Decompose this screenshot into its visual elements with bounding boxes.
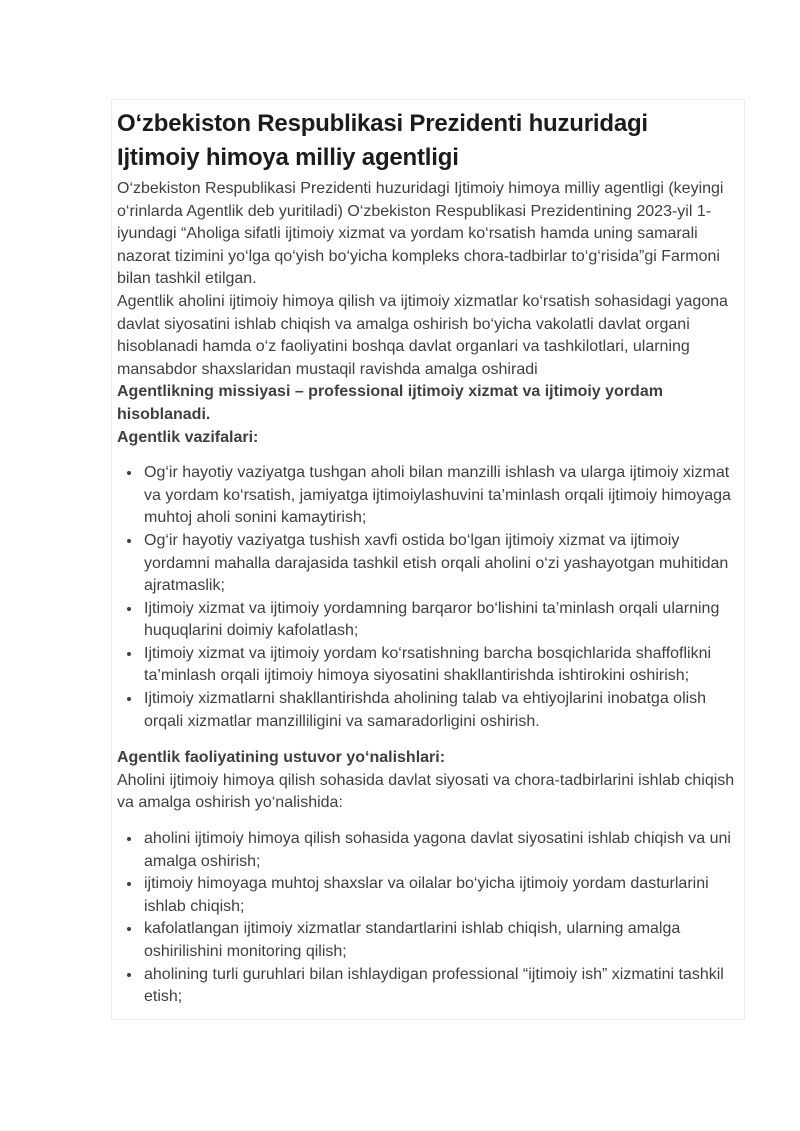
priorities-list (117, 828, 736, 1009)
tasks-list (117, 462, 736, 733)
tasks-heading: Agentlik vazifalari: (117, 428, 259, 446)
list-item: ijtimoiy himoyaga muhtoj shaxslar va oilalar bo‘yicha ijtimoiy yordam dasturlarini ishlab chiqish; (144, 873, 736, 918)
intro-paragraph-decree: O‘zbekiston Respublikasi Prezidenti huzuridagi Ijtimoiy himoya milliy agentligi (keyingi o‘rinlarda Agentlik deb yuritiladi) O‘zbekiston Respublikasi Prezidentining 2023-yil 1-iyundagi “Aholiga sifatli ijtimoiy xizmat va yordam ko‘rsatish hamda uning samarali nazorat tizimini yo‘lga qo‘yish bo‘yicha kompleks chora-tadbirlar to‘g‘risida”gi Farmoni bilan tashkil etilgan. (117, 180, 724, 288)
list-item: kafolatlangan ijtimoiy xizmatlar standartlarini ishlab chiqish, ularning amalga oshirilishini monitoring qilish; (144, 918, 736, 963)
intro-paragraph-authority: Agentlik aholini ijtimoiy himoya qilish va ijtimoiy xizmatlar ko‘rsatish sohasidagi yagona davlat siyosatini ishlab chiqish va amalga oshirish bo‘yicha vakolatli davlat organi hisoblanadi hamda o‘z faoliyatini boshqa davlat organlari va tashkilotlari, ularning mansabdor shaxslaridan mustaqil ravishda amalga oshiradi (117, 292, 728, 378)
mission-statement: Agentlikning missiyasi – professional ijtimoiy xizmat va ijtimoiy yordam hisoblanadi. (117, 383, 663, 423)
article-title: O‘zbekiston Respublikasi Prezidenti huzuridagi Ijtimoiy himoya milliy agentligi (117, 110, 648, 171)
list-item: aholini ijtimoiy himoya qilish sohasida yagona davlat siyosatini ishlab chiqish va uni amalga oshirish; (144, 828, 736, 873)
list-item: Ijtimoiy xizmatlarni shakllantirishda aholining talab va ehtiyojlarini inobatga olish orqali xizmatlar manzilliligini va samaradorligini oshirish. (144, 688, 736, 733)
list-item: Ijtimoiy xizmat va ijtimoiy yordam ko‘rsatishning barcha bosqichlarida shaffoflikni ta’minlash orqali ijtimoiy himoya siyosatini shakllantirishda ishtirokini oshirish; (144, 643, 736, 688)
list-item: Og‘ir hayotiy vaziyatga tushish xavfi ostida bo‘lgan ijtimoiy xizmat va ijtimoiy yordamni mahalla darajasida tashkil etish orqali aholini o‘zi yashayotgan muhitidan ajratmaslik; (144, 530, 736, 598)
article-panel (111, 99, 745, 1020)
list-item: aholining turli guruhlari bilan ishlaydigan professional “ijtimoiy ish” xizmatini tashkil etish; (144, 964, 736, 1009)
list-item: Og‘ir hayotiy vaziyatga tushgan aholi bilan manzilli ishlash va ularga ijtimoiy xizmat va yordam ko‘rsatish, jamiyatga ijtimoiylashuvini ta’minlash orqali ijtimoiy himoyaga muhtoj aholi sonini kamaytirish; (144, 462, 736, 530)
priorities-heading: Agentlik faoliyatining ustuvor yo‘nalishlari: (117, 749, 446, 767)
list-item: Ijtimoiy xizmat va ijtimoiy yordamning barqaror bo‘lishini ta’minlash orqali ularning huquqlarini doimiy kafolatlash; (144, 598, 736, 643)
priorities-intro: Aholini ijtimoiy himoya qilish sohasida davlat siyosati va chora-tadbirlarini ishlab chiqish va amalga oshirish yo‘nalishida: (117, 771, 735, 812)
